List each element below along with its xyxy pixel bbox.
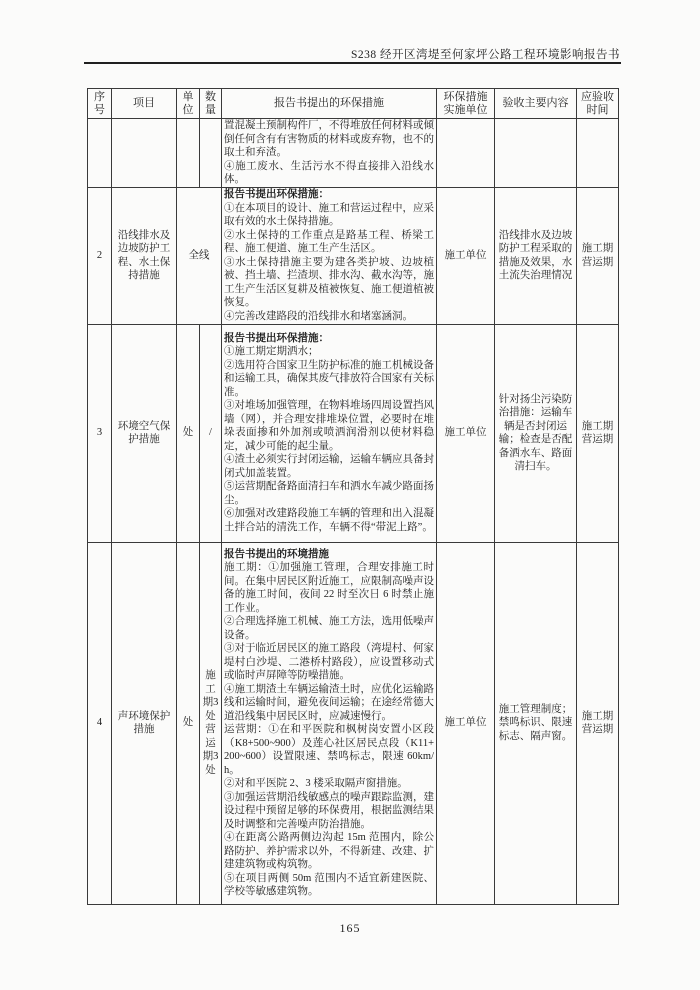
measure-line: ⑥加强对改建路段施工车辆的管理和出入混凝土拌合站的清洗工作，车辆不得“带泥上路”。	[224, 508, 434, 533]
measure-line: ③加强运营期沿线敏感点的噪声跟踪监测，建设过程中预留足够的环保费用，根据监测结果及时调整和完善噪声防治措施。	[224, 791, 434, 830]
measure-line: 施工期：①加强施工管理，合理安排施工时间。在集中居民区附近施工，应限制高噪声设备的施工时间，夜间 22 时至次日 6 时禁止施工作业。	[224, 562, 434, 614]
cell-impl-unit	[437, 119, 495, 188]
cell-measures	[222, 187, 437, 324]
document-header-title: S238 经开区湾堤至何家坪公路工程环境影响报告书	[350, 49, 620, 61]
cell-unit	[177, 119, 200, 188]
measure-line: ④在距离公路两侧边沟起 15m 范围内，除公路防护、养护需求以外，不得新建、改建、扩建建筑物或构筑物。	[224, 832, 434, 870]
measure-line: ②合理选择施工机械、施工方法，选用低噪声设备。	[224, 616, 434, 641]
cell-seq: 3	[88, 324, 112, 542]
measure-line: ③对于临近居民区的施工路段（湾堤村、何家堤村白沙堤、二港桥村路段），应设置移动式或临时声屏障等防噪措施。	[224, 643, 434, 681]
column-header-project: 项目	[112, 89, 177, 119]
column-header-acceptance: 验收主要内容	[495, 89, 577, 119]
table-header-row	[88, 89, 619, 119]
page-number: 165	[339, 921, 361, 935]
measure-lines	[224, 345, 434, 534]
cell-project	[112, 119, 177, 188]
cell-acceptance: 沿线排水及边坡防护工程采取的措施及效果，水土流失治理情况	[495, 187, 577, 324]
table-row-continuation	[88, 119, 619, 188]
cell-acceptance: 施工管理制度；禁鸣标识、限速标志、隔声窗。	[495, 542, 577, 904]
column-header-time: 应验收时间	[577, 89, 619, 119]
cell-time: 施工期营运期	[577, 542, 619, 904]
column-header-qty: 数量	[200, 89, 222, 119]
cell-measures	[222, 542, 437, 904]
measures-title: 报告书提出环保措施：	[224, 189, 329, 200]
ep-measures-table	[87, 88, 619, 905]
cell-seq	[88, 119, 112, 188]
cell-impl-unit: 施工单位	[437, 187, 495, 324]
table-row-noise	[88, 542, 619, 904]
cell-unit: 处	[177, 324, 200, 542]
cell-impl-unit: 施工单位	[437, 542, 495, 904]
measure-lines	[224, 119, 434, 187]
measure-line: ②水土保持的工作重点是路基工程、桥梁工程、施工便道、施工生产生活区。	[224, 229, 434, 254]
cell-time: 施工期营运期	[577, 324, 619, 542]
cell-unit-qty-merged: 全线	[177, 187, 222, 324]
column-header-seq: 序号	[88, 89, 112, 119]
measure-line: ④施工期渣土车辆运输渣土时，应优化运输路线和运输时间，避免夜间运输；在途经常德大道沿线集中居民区时，应减速慢行。	[224, 683, 434, 722]
measure-line: 运营期：①在和平医院和枫树岗安置小区段（K8+500~900）及莲心社区居民点段（K11+200~600）设置限速、禁鸣标志，限速 60km/h。	[224, 724, 434, 776]
measure-lines	[224, 561, 434, 899]
cell-seq: 4	[88, 542, 112, 904]
measure-line: ①在本项目的设计、施工和营运过程中，应采取有效的水土保持措施。	[224, 202, 434, 227]
cell-qty	[200, 119, 222, 188]
cell-measures	[222, 324, 437, 542]
column-header-impl-unit: 环保措施实施单位	[437, 89, 495, 119]
measure-line: ⑤运营期配备路面清扫车和洒水车减少路面扬尘。	[224, 481, 434, 506]
table-row-air	[88, 324, 619, 542]
cell-measures	[222, 119, 437, 188]
table-row-drainage	[88, 187, 619, 324]
measures-title: 报告书提出的环境措施	[224, 548, 329, 560]
column-header-measures: 报告书提出的环保措施	[222, 89, 437, 119]
measure-lines	[224, 202, 434, 324]
measure-line: 置混凝土预制构件厂，不得堆放任何材料或倾倒任何含有有害物质的材料或废弃物，也不的取土和弃渣。	[224, 120, 434, 158]
measures-title: 报告书提出环保措施：	[224, 332, 329, 344]
cell-unit: 处	[177, 542, 200, 904]
cell-seq: 2	[88, 187, 112, 324]
cell-qty: 施工期3处 营运期3处	[200, 542, 222, 904]
cell-project: 环境空气保护措施	[112, 324, 177, 542]
cell-project: 沿线排水及边坡防护工程、水土保持措施	[112, 187, 177, 324]
column-header-unit: 单位	[177, 89, 200, 119]
measure-line: ③水土保持措施主要为建各类护坡、边坡植被、挡土墙、拦渣坝、排水沟、截水沟等，施工生产生活区复耕及植被恢复、施工便道植被恢复。	[224, 256, 434, 308]
cell-qty: /	[200, 324, 222, 542]
measure-line: ④完善改建路段的沿线排水和堵塞涵洞。	[224, 310, 413, 322]
cell-time	[577, 119, 619, 188]
cell-project: 声环境保护措施	[112, 542, 177, 904]
measure-line: ④施工废水、生活污水不得直接排入沿线水体。	[224, 160, 434, 185]
measure-line: ⑤在项目两侧 50m 范围内不适宜新建医院、学校等敏感建筑物。	[224, 872, 434, 897]
measure-line: ②对和平医院 2、3 楼采取隔声窗措施。	[224, 778, 408, 789]
cell-impl-unit: 施工单位	[437, 324, 495, 542]
header-rule	[84, 62, 621, 64]
measure-line: ②选用符合国家卫生防护标准的施工机械设备和运输工具，确保其废气排放符合国家有关标准。	[224, 359, 434, 398]
measure-line: ①施工期定期洒水；	[224, 346, 319, 358]
measure-line: ③对堆场加强管理，在物料堆场四周设置挡风墙（网），并合理安排堆垛位置，必要时在堆垛表面掺和外加剂或喷洒润滑剂以使材料稳定，减少可能的起尘量。	[224, 400, 434, 452]
measure-line: ④渣土必须实行封闭运输，运输车辆应具备封闭式加盖装置。	[224, 454, 434, 479]
cell-acceptance: 针对扬尘污染防治措施：运输车辆是否封闭运输；检查是否配备洒水车、路面清扫车。	[495, 324, 577, 542]
cell-time: 施工期营运期	[577, 187, 619, 324]
cell-acceptance	[495, 119, 577, 188]
